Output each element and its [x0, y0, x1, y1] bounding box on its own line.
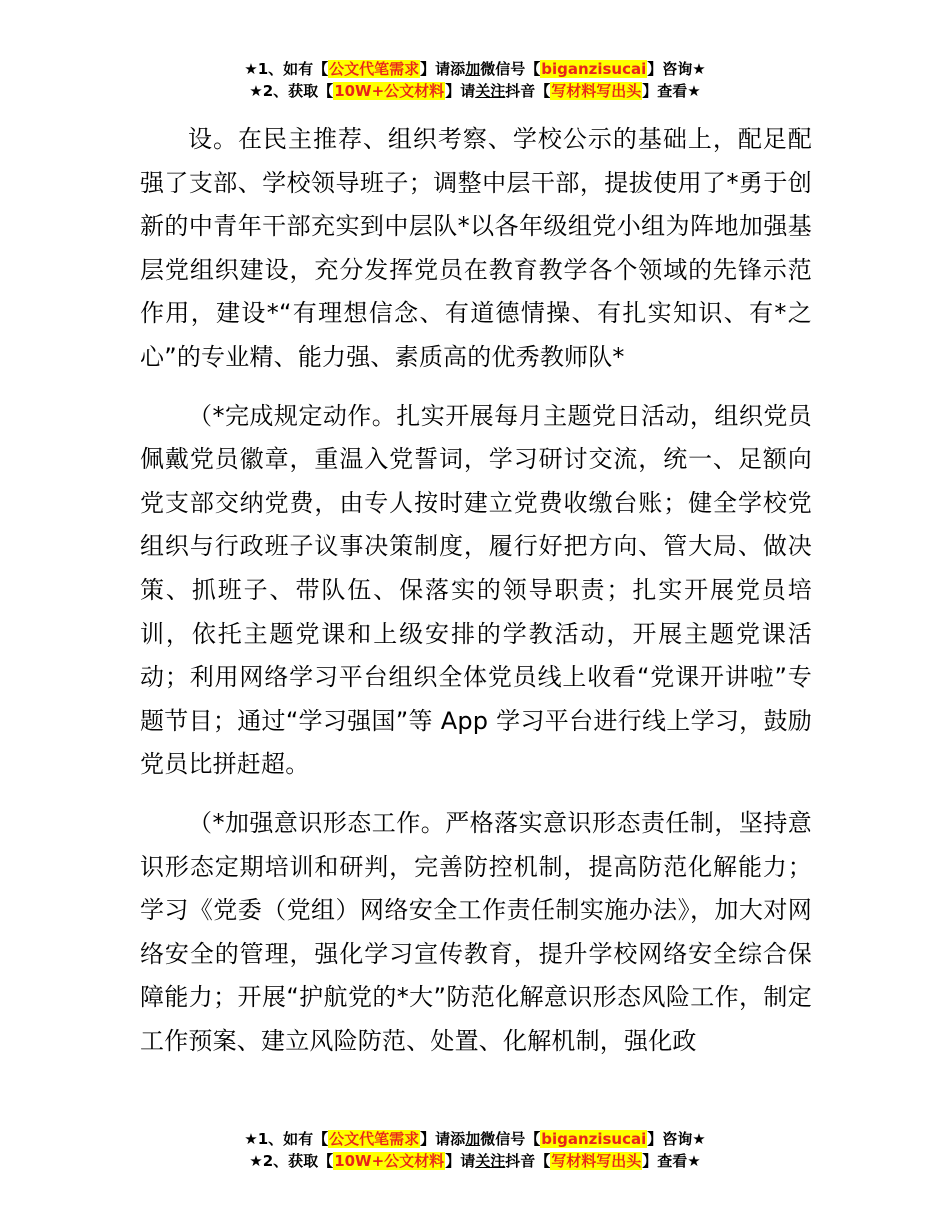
banner-text: 】请添: [420, 1130, 466, 1148]
banner-text: ★2、获取【: [249, 1152, 334, 1170]
banner-text: ★2、获取【: [249, 82, 334, 100]
highlight-service: 公文代笔需求: [329, 60, 420, 78]
header-banner: [0, 58, 950, 102]
highlight-wechat-id: biganzisucai: [541, 1130, 647, 1148]
banner-line-2: [0, 1150, 950, 1172]
highlight-douyin: 写材料写出头: [551, 1152, 642, 1170]
banner-text: 微信号【: [480, 60, 541, 78]
banner-text-underlined: 加: [465, 1130, 481, 1148]
banner-text: ★1、如有【: [244, 60, 329, 78]
paragraph-2: （*完成规定动作。扎实开展每月主题党日活动，组织党员佩戴党员徽章，重温入党誓词，学习研讨交流，统一、足额向党支部交纳党费，由专人按时建立党费收缴台账；健全学校党组织与行政班子议事决策制度，履行好把方向、管大局、做决策、抓班子、带队伍、保落实的领导职责；扎实开展党员培训，依托主题党课和上级安排的学教活动，开展主题党课活动；利用网络学习平台组织全体党员线上收看“党课开讲啦”专题节目；通过“学习强国”等 App 学习平台进行线上学习，鼓励党员比拼赶超。: [140, 401, 812, 779]
banner-line-2: [0, 80, 950, 102]
banner-text: 微信号【: [480, 1130, 541, 1148]
document-body: [140, 118, 812, 1063]
banner-text-underlined: 加: [465, 60, 481, 78]
highlight-service: 公文代笔需求: [329, 1130, 420, 1148]
banner-text: 】咨询★: [647, 1130, 706, 1148]
banner-line-1: [0, 1128, 950, 1150]
banner-line-1: [0, 58, 950, 80]
paragraph-1: 设。在民主推荐、组织考察、学校公示的基础上，配足配强了支部、学校领导班子；调整中层干部，提拔使用了*勇于创新的中青年干部充实到中层队*以各年级组党小组为阵地加强基层党组织建设，充分发挥党员在教育教学各个领域的先锋示范作用，建设*“有理想信念、有道德情操、有扎实知识、有*之心”的专业精、能力强、素质高的优秀教师队*: [140, 125, 812, 371]
highlight-douyin: 写材料写出头: [551, 82, 642, 100]
banner-text: 】请: [445, 82, 476, 100]
banner-text-underlined: 关注: [475, 82, 506, 100]
banner-text: 】咨询★: [647, 60, 706, 78]
banner-text: 】请添: [420, 60, 466, 78]
banner-text: 抖音【: [505, 82, 551, 100]
highlight-materials: 10W+公文材料: [334, 1152, 445, 1170]
highlight-wechat-id: biganzisucai: [541, 60, 647, 78]
footer-banner: [0, 1128, 950, 1172]
banner-text: 】查看★: [642, 82, 701, 100]
banner-text: 】查看★: [642, 1152, 701, 1170]
banner-text: 抖音【: [505, 1152, 551, 1170]
banner-text: 】请: [445, 1152, 476, 1170]
paragraph-3: （*加强意识形态工作。严格落实意识形态责任制，坚持意识形态定期培训和研判，完善防控机制，提高防范化解能力；学习《党委（党组）网络安全工作责任制实施办法》，加大对网络安全的管理，强化学习宣传教育，提升学校网络安全综合保障能力；开展“护航党的*大”防范化解意识形态风险工作，制定工作预案、建立风险防范、处置、化解机制，强化政: [140, 808, 812, 1055]
banner-text-underlined: 关注: [475, 1152, 506, 1170]
highlight-materials: 10W+公文材料: [334, 82, 445, 100]
banner-text: ★1、如有【: [244, 1130, 329, 1148]
